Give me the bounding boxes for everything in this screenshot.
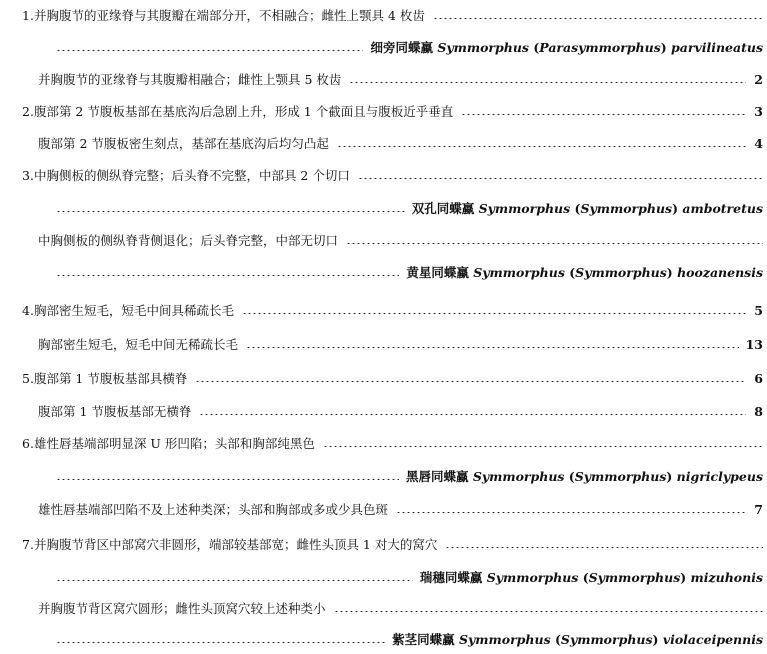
key-couplet-5-alt — [38, 400, 763, 424]
taxon-name: 黑唇同蝶蠃 Symmorphus (Symmorphus) nigriclypeus — [405, 469, 763, 484]
couplet-text: 并胸腹节的亚缘脊与其腹瓣相融合；雌性上颚具 5 枚齿 — [38, 72, 342, 87]
taxon-chinese-name: 双孔同蝶蠃 — [411, 201, 475, 216]
leader-dots — [346, 243, 763, 244]
couplet-text: 中胸侧板的侧纵脊背侧退化；后头脊完整，中部无切口 — [38, 233, 339, 248]
taxon-species: violaceipennis — [662, 632, 763, 647]
goto-couplet: 2 — [754, 72, 763, 87]
couplet-text: 腹部第 2 节腹板基部在基底沟后急剧上升，形成 1 个截面且与腹板近乎垂直 — [33, 104, 454, 119]
key-couplet-3-alt — [38, 229, 763, 253]
taxon-genus: Symmorphus — [478, 201, 571, 216]
goto-couplet: 7 — [754, 502, 763, 517]
taxon-species: ambotretus — [682, 201, 763, 216]
couplet-text: 胸部密生短毛，短毛中间具稀疏长毛 — [33, 303, 234, 318]
key-couplet-1-lead — [22, 4, 763, 28]
taxon-genus: Symmorphus — [437, 40, 529, 55]
taxon-subgenus: Symmorphus — [574, 469, 667, 484]
leader-dots — [246, 347, 739, 348]
couplet-number: 4. — [22, 303, 34, 318]
taxon-species: nigriclypeus — [676, 469, 763, 484]
leader-dots — [56, 580, 413, 581]
couplet-text: 并胸腹节背区中部窝穴非圆形，端部较基部宽；雌性头顶具 1 对大的窝穴 — [33, 537, 438, 552]
couplet-text: 中胸侧板的侧纵脊完整；后头脊不完整，中部具 2 个切口 — [33, 168, 350, 183]
taxon-chinese-name: 黄星同蝶蠃 — [406, 265, 469, 280]
key-couplet-4-alt — [38, 333, 763, 357]
couplet-text: 腹部第 1 节腹板基部无横脊 — [38, 404, 192, 419]
key-taxon-result — [48, 261, 763, 285]
couplet-text: 腹部第 2 节腹板密生刻点，基部在基底沟后均匀凸起 — [38, 136, 329, 151]
couplet-text: 胸部密生短毛，短毛中间无稀疏长毛 — [38, 337, 239, 352]
taxon-subgenus: Symmorphus — [560, 632, 653, 647]
taxon-genus: Symmorphus — [459, 632, 551, 647]
taxon-subgenus: Symmorphus — [575, 265, 667, 280]
goto-couplet: 8 — [754, 404, 763, 419]
leader-dots — [396, 512, 746, 513]
key-taxon-result — [48, 197, 763, 221]
leader-dots — [56, 642, 385, 643]
leader-dots — [433, 18, 763, 19]
couplet-text: 雄性唇基端部明显深 U 形凹陷；头部和胸部纯黑色 — [33, 436, 315, 451]
couplet-text: 雄性唇基端部凹陷不及上述种类深；头部和胸部或多或少具色斑 — [38, 502, 389, 517]
taxon-subgenus: Symmorphus — [588, 570, 681, 585]
taxon-name: 瑞穗同蝶蠃 Symmorphus (Symmorphus) mizuhonis — [419, 570, 763, 585]
key-couplet-6-alt — [38, 498, 763, 522]
key-taxon-result — [48, 36, 763, 60]
goto-couplet: 13 — [745, 337, 763, 352]
leader-dots — [349, 82, 746, 83]
couplet-number: 7. — [22, 537, 34, 552]
leader-dots — [323, 446, 763, 447]
leader-dots — [242, 313, 746, 314]
couplet-text: 腹部第 1 节腹板基部具横脊 — [33, 371, 188, 386]
leader-dots — [358, 178, 763, 179]
goto-couplet: 5 — [754, 303, 763, 318]
couplet-text: 并胸腹节背区窝穴圆形；雌性头顶窝穴较上述种类小 — [38, 601, 326, 616]
key-taxon-result — [48, 628, 763, 652]
key-couplet-2-alt — [38, 132, 763, 156]
key-couplet-4-lead — [22, 299, 763, 323]
key-couplet-7-lead — [22, 533, 763, 557]
taxon-name: 紫茎同蝶蠃 Symmorphus (Symmorphus) violaceipennis — [392, 632, 763, 647]
key-couplet-1-alt — [38, 68, 763, 92]
leader-dots — [56, 50, 363, 51]
taxon-chinese-name: 黑唇同蝶蠃 — [405, 469, 469, 484]
taxon-name: 细旁同蝶蠃 Symmorphus (Parasymmorphus) parvilineatus — [370, 40, 763, 55]
taxon-genus: Symmorphus — [472, 469, 565, 484]
leader-dots — [334, 611, 763, 612]
couplet-text: 并胸腹节的亚缘脊与其腹瓣在端部分开，不相融合；雌性上颚具 4 枚齿 — [33, 8, 425, 23]
key-couplet-5-lead — [22, 367, 763, 391]
taxon-subgenus: Parasymmorphus — [539, 40, 661, 55]
leader-dots — [56, 211, 405, 212]
taxon-genus: Symmorphus — [473, 265, 565, 280]
taxon-chinese-name: 紫茎同蝶蠃 — [392, 632, 455, 647]
couplet-number: 6. — [22, 436, 34, 451]
couplet-number: 1. — [22, 8, 34, 23]
taxon-species: parvilineatus — [671, 40, 763, 55]
key-taxon-result — [48, 566, 763, 590]
taxon-species: hoozanensis — [677, 265, 763, 280]
key-couplet-6-lead — [22, 432, 763, 456]
taxon-genus: Symmorphus — [486, 570, 579, 585]
taxon-species: mizuhonis — [690, 570, 763, 585]
goto-couplet: 3 — [754, 104, 763, 119]
leader-dots — [195, 381, 746, 382]
key-couplet-3-lead — [22, 164, 763, 188]
taxon-chinese-name: 瑞穗同蝶蠃 — [419, 570, 483, 585]
leader-dots — [461, 114, 746, 115]
couplet-number: 5. — [22, 371, 34, 386]
taxon-chinese-name: 细旁同蝶蠃 — [370, 40, 433, 55]
taxon-name: 黄星同蝶蠃 Symmorphus (Symmorphus) hoozanensis — [406, 265, 763, 280]
key-couplet-7-alt — [38, 597, 763, 621]
leader-dots — [56, 275, 399, 276]
taxon-name: 双孔同蝶蠃 Symmorphus (Symmorphus) ambotretus — [411, 201, 763, 216]
goto-couplet: 4 — [754, 136, 763, 151]
leader-dots — [56, 479, 399, 480]
taxon-subgenus: Symmorphus — [580, 201, 673, 216]
couplet-number: 2. — [22, 104, 34, 119]
key-couplet-2-lead — [22, 100, 763, 124]
goto-couplet: 6 — [754, 371, 763, 386]
key-taxon-result — [48, 465, 763, 489]
leader-dots — [337, 146, 746, 147]
leader-dots — [445, 547, 763, 548]
couplet-number: 3. — [22, 168, 34, 183]
leader-dots — [199, 414, 746, 415]
